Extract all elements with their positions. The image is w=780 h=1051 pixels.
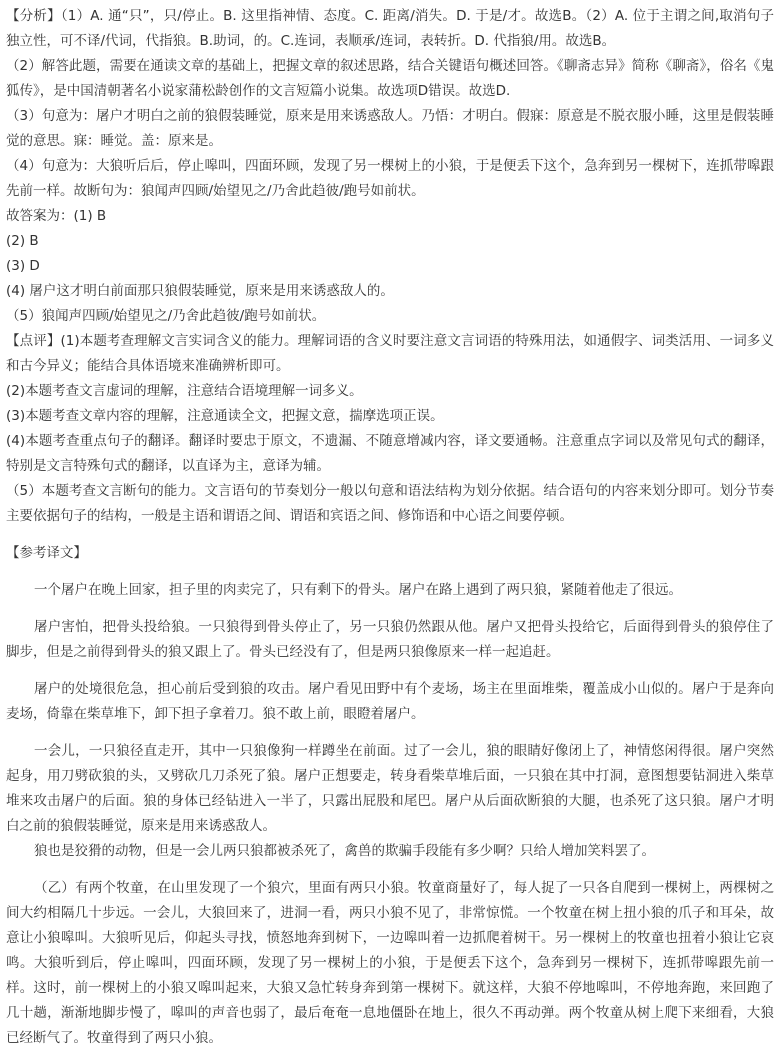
answer-4: (4) 屠户这才明白前面那只狼假装睡觉，原来是用来诱惑敌人的。 xyxy=(6,283,394,299)
answer-3: (3) D xyxy=(6,258,40,274)
comment-1: 【点评】(1)本题考查理解文言实词含义的能力。理解词语的含义时要注意文言词语的特殊用法，如通假字、词类活用、一词多义和古今异义；能结合具体语境来准确辨析即可。 xyxy=(6,333,774,374)
analysis-q2: （2）解答此题，需要在通读文章的基础上，把握文章的叙述思路，结合关键语句概述回答。《聊斋志异》简称《聊斋》，俗名《鬼狐传》，是中国清朝著名小说家蒲松龄创作的文言短篇小说集。故选项D错误。故选D. xyxy=(6,58,774,99)
analysis-q4: （4）句意为：大狼听后后，停止嗥叫，四面环顾，发现了另一棵树上的小狼，于是便丢下这个，急奔到另一棵树下，连抓带嗥跟先前一样。故断句为：狼闻声四顾/始望见之/乃舍此趋彼/跑号如前状。 xyxy=(6,158,774,199)
translation-p5: 狼也是狡猾的动物，但是一会儿两只狼都被杀死了，禽兽的欺骗手段能有多少啊？只给人增加笑料罢了。 xyxy=(34,843,655,859)
analysis-q1 xyxy=(6,4,774,54)
translation-p4: 一会儿，一只狼径直走开，其中一只狼像狗一样蹲坐在前面。过了一会儿，狼的眼睛好像闭上了，神情悠闲得很。屠户突然起身，用刀劈砍狼的头，又劈砍几刀杀死了狼。屠户正想要走，转身看柴草堆后面，一只狼在其中打洞，意图想要钻洞进入柴草堆来攻击屠户的后面。狼的身体已经钻进入一半了，只露出屁股和尾巴。屠户从后面砍断狼的大腿，也杀死了这只狼。屠户才明白之前的狼假装睡觉，原来是用来诱惑敌人。 xyxy=(6,743,774,834)
analysis-q3: （3）句意为：屠户才明白之前的狼假装睡觉，原来是用来诱惑敌人。乃悟：才明白。假寐：原意是不脱衣服小睡，这里是假装睡觉的意思。寐：睡觉。盖：原来是。 xyxy=(6,108,774,149)
translation-p3: 屠户的处境很危急，担心前后受到狼的攻击。屠户看见田野中有个麦场，场主在里面堆柴，覆盖成小山似的。屠户于是奔向麦场，倚靠在柴草堆下，卸下担子拿着刀。狼不敢上前，眼瞪着屠户。 xyxy=(6,681,774,722)
analysis-q1-text: （1）A. 通“只”，只/停止。B. 这里指神情、态度。C. 距离/消失。D. 于是/才。故选B。（2）A. 位于主谓之间,取消句子独立性，可不译/代词，代指狼。B.助词，的。C.连词，表顺承/连词，表转折。D. 代指狼/用。故选B。 xyxy=(6,8,774,49)
translation-p6: （乙）有两个牧童，在山里发现了一个狼穴，里面有两只小狼。牧童商量好了，每人捉了一只各自爬到一棵树上，两棵树之间大约相隔几十步远。一会儿，大狼回来了，进洞一看，两只小狼不见了，非常惊慌。一个牧童在树上扭小狼的爪子和耳朵，故意让小狼嗥叫。大狼听见后，仰起头寻找，愤怒地奔到树下，一边嗥叫着一边抓爬着树干。另一棵树上的牧童也扭着小狼让它哀鸣。大狼听到后，停止嗥叫，四面环顾，发现了另一棵树上的小狼，于是便丢下这个，急奔到另一棵树下，连抓带嗥跟先前一样。这时，前一棵树上的小狼又嗥叫起来，大狼又急忙转身奔到第一棵树下。就这样，大狼不停地嗥叫，不停地奔跑，来回跑了几十趟，渐渐地脚步慢了，嗥叫的声音也弱了，最后奄奄一息地僵卧在地上，很久不再动弹。两个牧童从树上爬下来细看，大狼已经断气了。牧童得到了两只小狼。 xyxy=(6,880,774,1046)
comment-2: (2)本题考查文言虚词的理解，注意结合语境理解一词多义。 xyxy=(6,383,363,399)
comment-5: （5）本题考查文言断句的能力。文言语句的节奏划分一般以句意和语法结构为划分依据。结合语句的内容来划分即可。划分节奏主要依据句子的结构，一般是主语和谓语之间、谓语和宾语之间、修饰语和中心语之间要停顿。 xyxy=(6,483,774,524)
analysis-label: 【分析】 xyxy=(6,8,61,24)
answer-5: （5）狼闻声四顾/始望见之/乃舍此趋彼/跑号如前状。 xyxy=(6,308,326,324)
translation-p2: 屠户害怕，把骨头投给狼。一只狼得到骨头停止了，另一只狼仍然跟从他。屠户又把骨头投给它，后面得到骨头的狼停住了脚步，但是之前得到骨头的狼又跟上了。骨头已经没有了，但是两只狼像原来一样一起追赶。 xyxy=(6,619,774,660)
answer-intro: 故答案为：(1) B xyxy=(6,208,107,224)
comment-4: (4)本题考查重点句子的翻译。翻译时要忠于原文，不遗漏、不随意增减内容，译文要通畅。注意重点字词以及常见句式的翻译，特别是文言特殊句式的翻译，以直译为主，意译为辅。 xyxy=(6,433,774,474)
translation-p1: 一个屠户在晚上回家，担子里的肉卖完了，只有剩下的骨头。屠户在路上遇到了两只狼，紧随着他走了很远。 xyxy=(34,582,682,598)
comment-3: (3)本题考查文章内容的理解，注意通读全文，把握文意，揣摩选项正误。 xyxy=(6,408,444,424)
answer-2: (2) B xyxy=(6,233,39,249)
translation-heading: 【参考译文】 xyxy=(6,545,87,561)
